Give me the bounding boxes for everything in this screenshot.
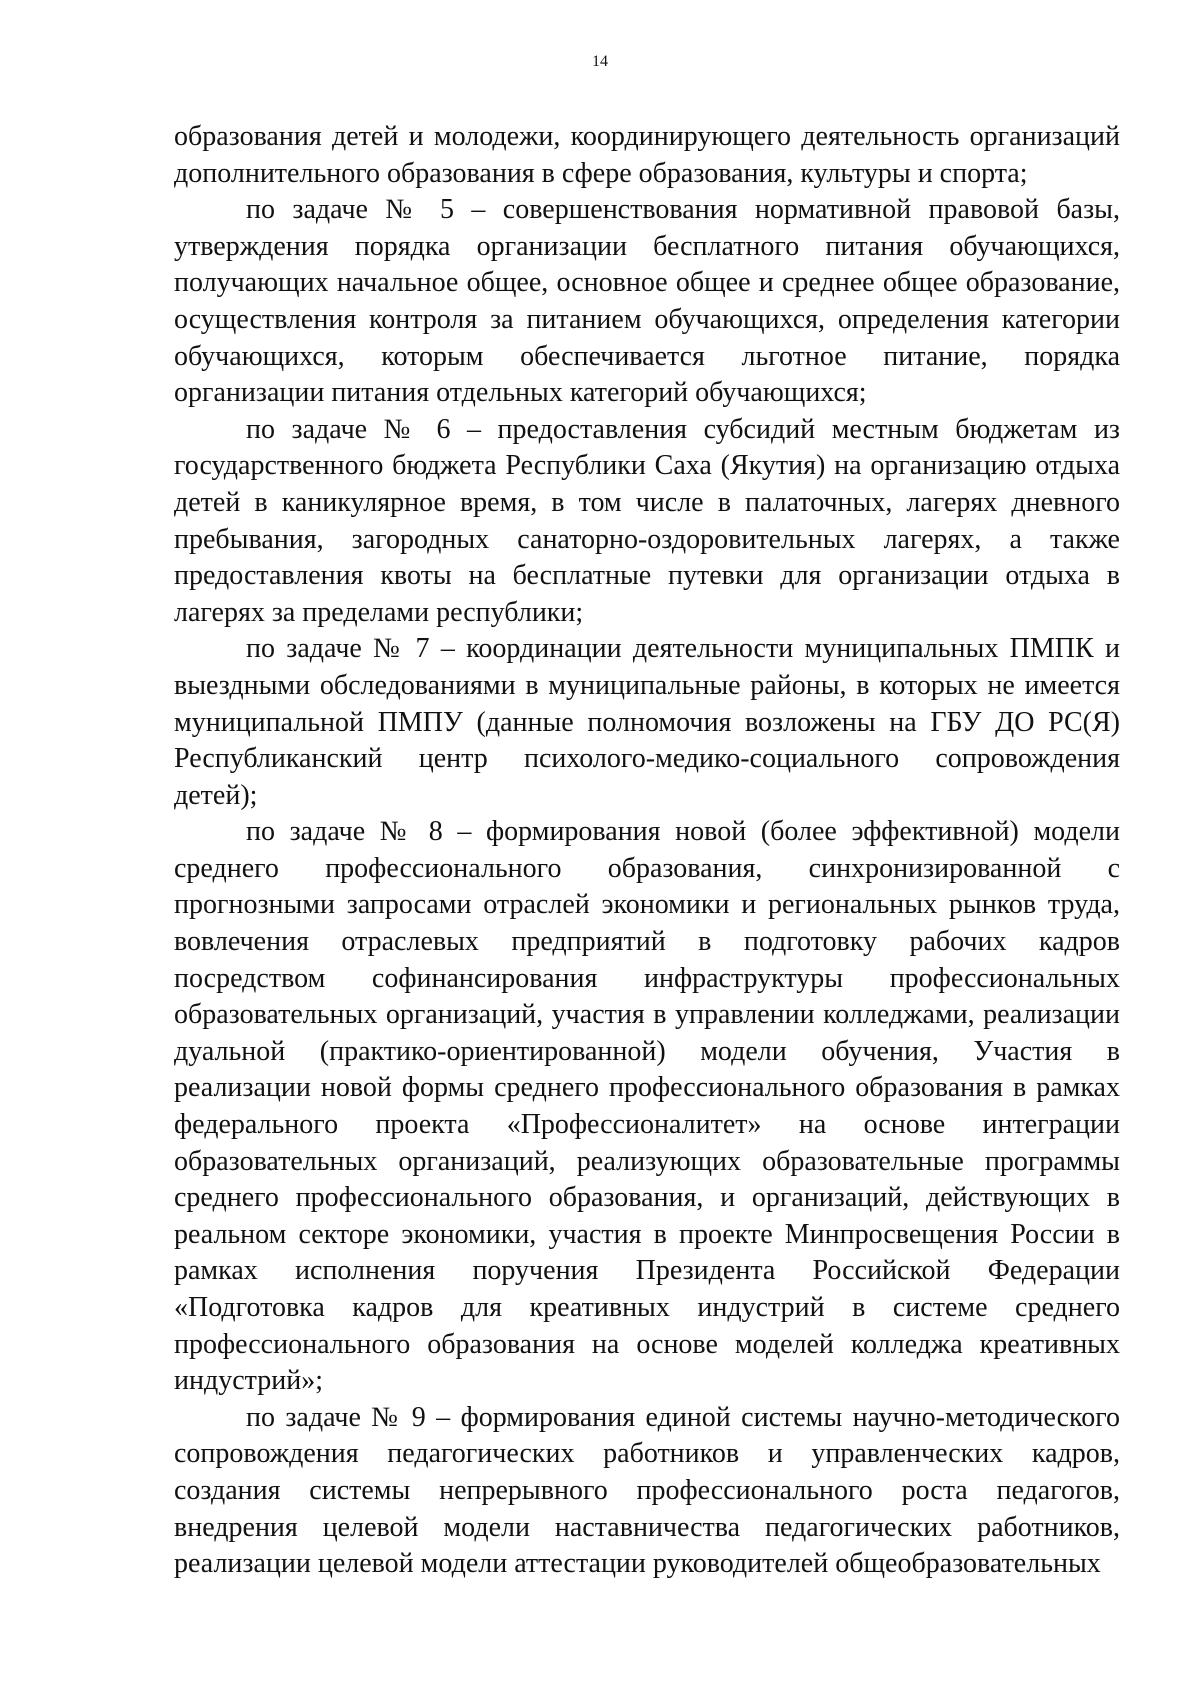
paragraph-continuation: образования детей и молодежи, координирующего деятельность организаций дополнительного образования в сфере образования, культуры и спорта; (174, 121, 1120, 189)
paragraph-task-6: по задаче № 6 – предоставления субсидий местным бюджетам из государственного бюджета Республики Саха (Якутия) на организацию отдыха детей в каникулярное время, в том числе в палаточных, лагерях дневного пребывания, загородных санаторно-оздоровительных лагерях, а также предоставления квоты на бесплатные путевки для организации отдыха в лагерях за пределами республики; (174, 413, 1120, 628)
page-number: 14 (592, 53, 608, 70)
document-body (174, 119, 1120, 1583)
paragraph-task-7: по задаче № 7 – координации деятельности муниципальных ПМПК и выездными обследованиями в муниципальные районы, в которых не имеется муниципальной ПМПУ (данные полномочия возложены на ГБУ ДО РС(Я) Республиканский центр психолого-медико-социального сопровождения детей); (174, 633, 1120, 811)
paragraph-task-8: по задаче № 8 – формирования новой (более эффективной) модели среднего профессионального образования, синхронизированной с прогнозными запросами отраслей экономики и региональных рынков труда, вовлечения отраслевых предприятий в подготовку рабочих кадров посредством софинансирования инфраструктуры профессиональных образовательных организаций, участия в управлении колледжами, реализации дуальной (практико-ориентированной) модели обучения, Участия в реализации новой формы среднего профессионального образования в рамках федерального проекта «Профессионалитет» на основе интеграции образовательных организаций, реализующих образовательные программы среднего профессионального образования, и организаций, действующих в реальном секторе экономики, участия в проекте Минпросвещения России в рамках исполнения поручения Президента Российской Федерации «Подготовка кадров для креативных индустрий в системе среднего профессионального образования на основе моделей колледжа креативных индустрий»; (174, 816, 1120, 1397)
paragraph-task-9: по задаче № 9 – формирования единой системы научно-методического сопровождения педагогических работников и управленческих кадров, создания системы непрерывного профессионального роста педагогов, внедрения целевой модели наставничества педагогических работников, реализации целевой модели аттестации руководителей общеобразовательных (174, 1401, 1120, 1580)
paragraph-task-5: по задаче № 5 – совершенствования нормативной правовой базы, утверждения порядка организации бесплатного питания обучающихся, получающих начальное общее, основное общее и среднее общее образование, осуществления контроля за питанием обучающихся, определения категории обучающихся, которым обеспечивается льготное питание, порядка организации питания отдельных категорий обучающихся; (174, 194, 1120, 409)
